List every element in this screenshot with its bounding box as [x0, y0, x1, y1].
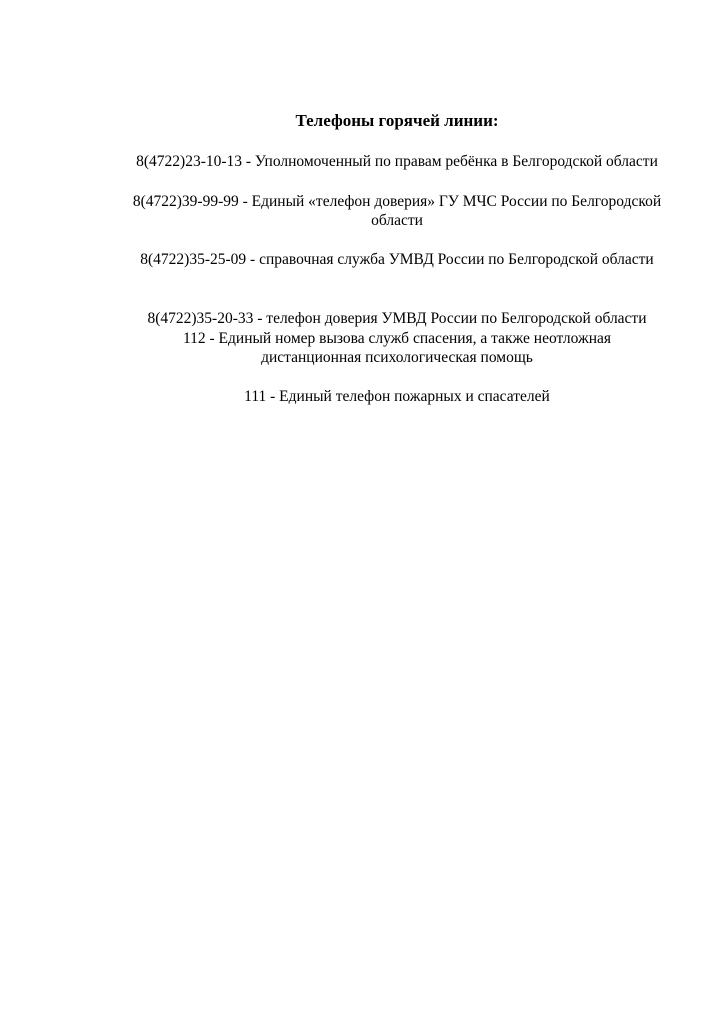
hotline-mchs-line-2: области	[371, 212, 423, 229]
hotline-mchs-line-1: 8(4722)39-99-99 - Единый «телефон доверия» ГУ МЧС России по Белгородской	[132, 193, 662, 210]
hotline-111: 111 - Единый телефон пожарных и спасателей	[244, 388, 550, 405]
hotline-112-line-1: 112 - Единый номер вызова служб спасения, а также неотложная	[182, 330, 612, 347]
hotline-children-ombudsman: 8(4722)23-10-13 - Уполномоченный по правам ребёнка в Белгородской области	[136, 153, 658, 170]
hotline-umvd-trust: 8(4722)35-20-33 - телефон доверия УМВД России по Белгородской области	[147, 310, 647, 327]
hotline-umvd-info: 8(4722)35-25-09 - справочная служба УМВД России по Белгородской области	[140, 251, 654, 268]
page-title: Телефоны горячей линии:	[295, 111, 499, 130]
hotline-112-line-2: дистанционная психологическая помощь	[261, 349, 533, 366]
